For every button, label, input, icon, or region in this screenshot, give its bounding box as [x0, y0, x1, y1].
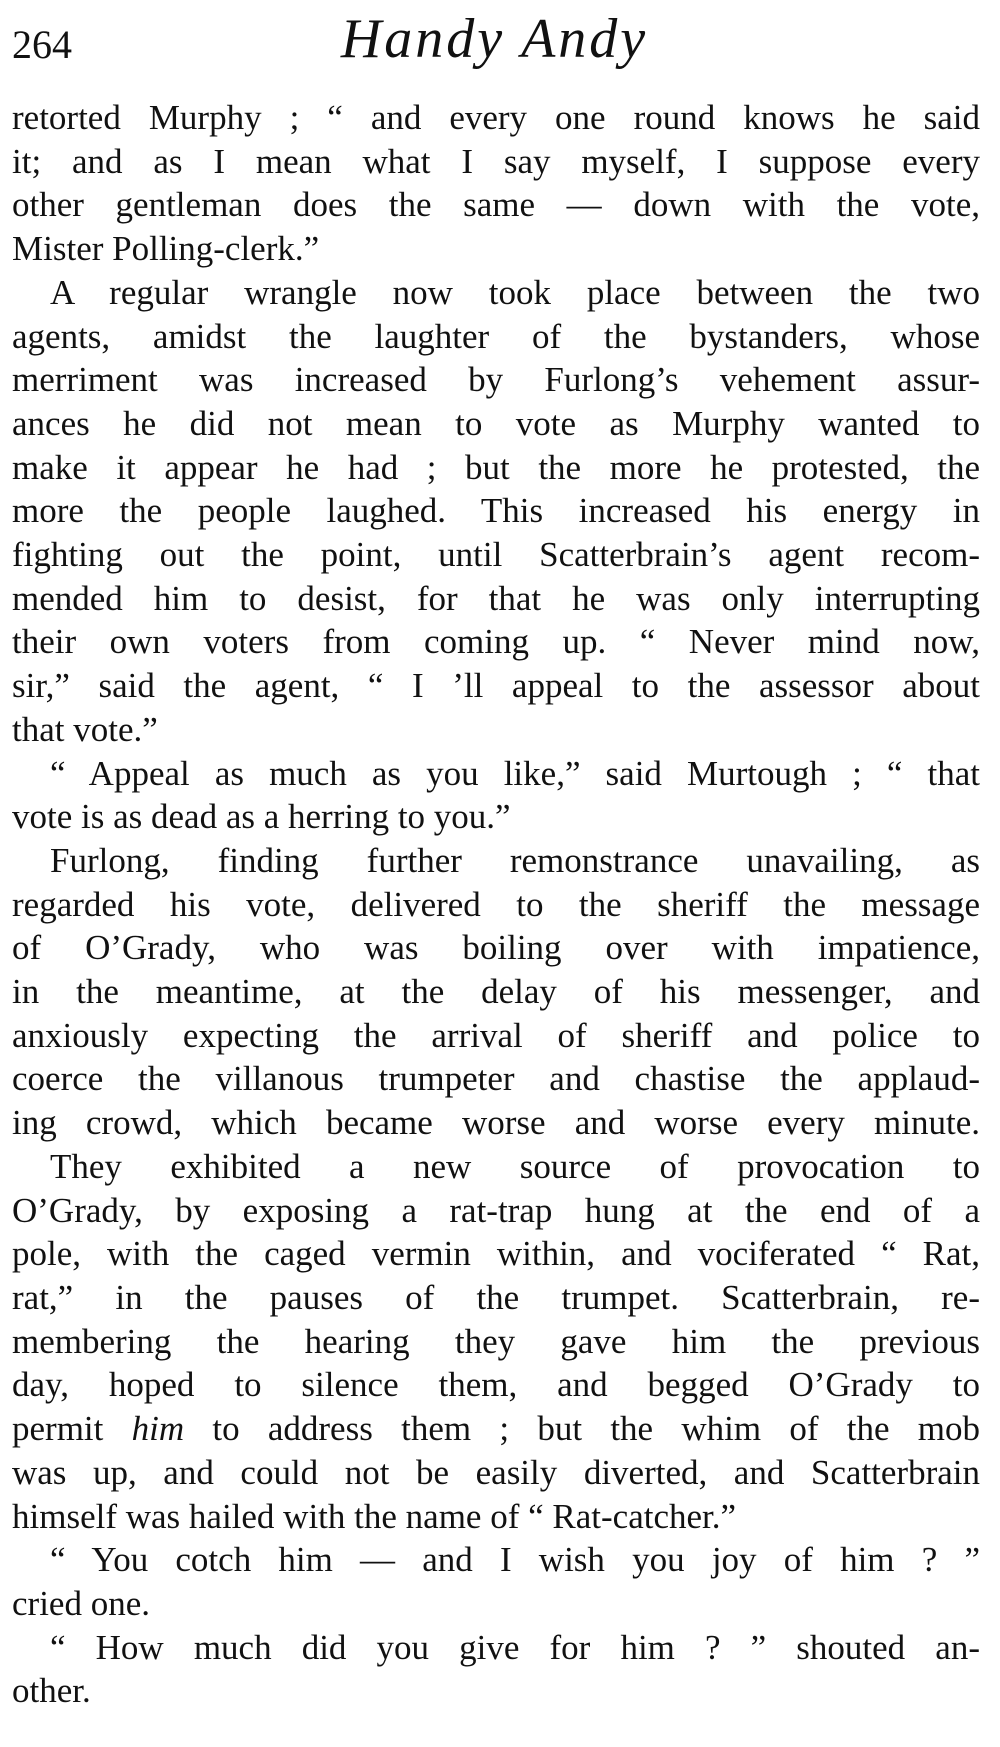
paragraph [12, 1538, 980, 1625]
page-header [12, 6, 977, 76]
paragraph [12, 96, 980, 271]
text-line: other gentleman does the same — down with the vote, [12, 185, 980, 225]
text-line: merriment was increased by Furlong’s vehement assur- [12, 360, 980, 400]
text-line: Furlong, finding further remonstrance unavailing, as [50, 840, 980, 880]
text-line: “ You cotch him — and I wish you joy of him ? ” [50, 1540, 980, 1580]
text-line: in the meantime, at the delay of his messenger, and [12, 972, 980, 1012]
text-line: “ How much did you give for him ? ” shouted an- [50, 1627, 980, 1667]
text-line: fighting out the point, until Scatterbrain’s agent recom- [12, 535, 980, 575]
text-line: cried one. [12, 1583, 150, 1623]
paragraph [12, 839, 980, 1145]
text-line: retorted Murphy ; “ and every one round knows he said [12, 98, 980, 137]
text-line: mended him to desist, for that he was only interrupting [12, 578, 980, 618]
text-line: regarded his vote, delivered to the sheriff the message [12, 884, 980, 924]
text-line: make it appear he had ; but the more he protested, the [12, 447, 980, 487]
paragraph [12, 1626, 980, 1713]
text-line: They exhibited a new source of provocation to [50, 1146, 980, 1186]
text-line: rat,” in the pauses of the trumpet. Scatterbrain, re- [12, 1277, 980, 1317]
text-line: “ Appeal as much as you like,” said Murtough ; “ that [50, 753, 980, 793]
text-line: day, hoped to silence them, and begged O’Grady to [12, 1365, 980, 1405]
paragraph [12, 271, 980, 752]
text-line: of O’Grady, who was boiling over with impatience, [12, 928, 980, 968]
emphasis: him [131, 1409, 185, 1449]
text-line: was up, and could not be easily diverted, and Scatterbrain [12, 1452, 980, 1492]
text-line: it; and as I mean what I say myself, I suppose every [12, 141, 980, 181]
text-line: their own voters from coming up. “ Never mind now, [12, 622, 980, 662]
text-line: sir,” said the agent, “ I ’ll appeal to the assessor about [12, 666, 980, 706]
text-line: ances he did not mean to vote as Murphy wanted to [12, 403, 980, 443]
paragraph [12, 1145, 980, 1538]
text-line: Mister Polling-clerk.” [12, 229, 320, 269]
text-line: agents, amidst the laughter of the bystanders, whose [12, 316, 980, 356]
text-line: other. [12, 1671, 91, 1711]
text-line: pole, with the caged vermin within, and vociferated “ Rat, [12, 1234, 980, 1274]
body-text [12, 96, 980, 1713]
text-line: ing crowd, which became worse and worse every minute. [12, 1103, 980, 1143]
text-line: anxiously expecting the arrival of sheriff and police to [12, 1015, 980, 1055]
text-line: membering the hearing they gave him the previous [12, 1321, 980, 1361]
page-number: 264 [12, 22, 72, 67]
text-line: that vote.” [12, 709, 158, 749]
text-line: vote is as dead as a herring to you.” [12, 797, 511, 837]
text-line: coerce the villanous trumpeter and chastise the applaud- [12, 1059, 980, 1099]
text-line: himself was hailed with the name of “ Rat-catcher.” [12, 1496, 737, 1536]
running-title: Handy Andy [340, 8, 649, 70]
paragraph [12, 752, 980, 839]
text-line: permit him to address them ; but the whim of the mob [12, 1409, 980, 1449]
text-line: O’Grady, by exposing a rat-trap hung at the end of a [12, 1190, 980, 1230]
text-line: more the people laughed. This increased his energy in [12, 491, 980, 531]
text-line: A regular wrangle now took place between the two [50, 272, 980, 312]
